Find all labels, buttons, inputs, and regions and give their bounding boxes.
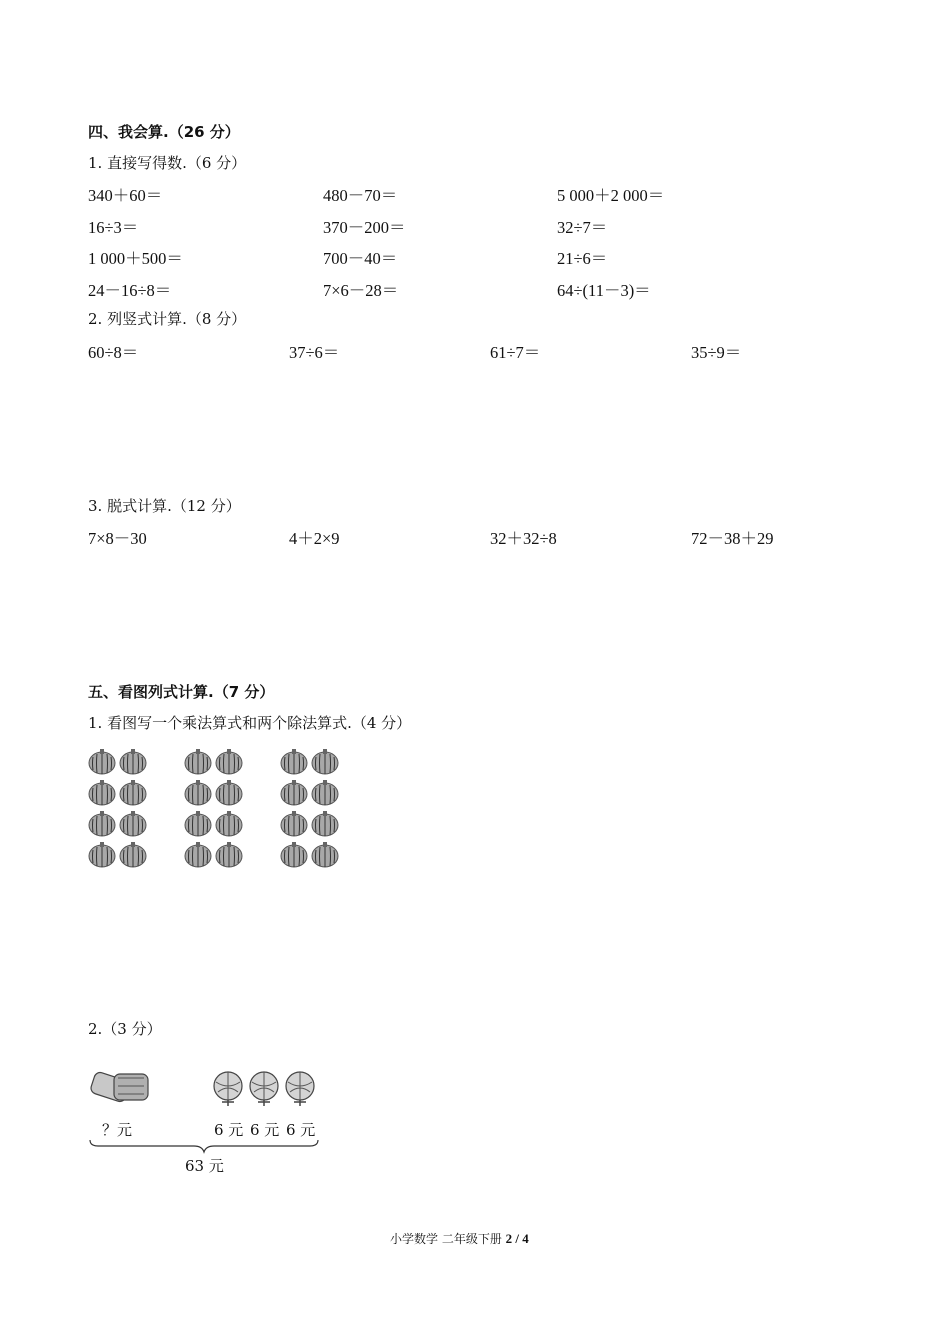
q1-eq-r3c2: 700－40＝	[323, 249, 398, 268]
q2-title: 2. 列竖式计算.（8 分）	[88, 310, 247, 328]
pumpkin-icon	[281, 749, 307, 774]
binoculars-icon	[89, 1071, 148, 1103]
globe-price-1: 6 元	[214, 1121, 244, 1139]
pumpkin-icon	[120, 842, 146, 867]
binoculars-price: ？元	[102, 1121, 133, 1139]
q2-item-2: 37÷6＝	[289, 343, 340, 362]
pumpkin-icon	[312, 780, 338, 805]
pumpkin-icon	[185, 842, 211, 867]
pumpkin-icon	[185, 749, 211, 774]
globe-icon	[214, 1072, 242, 1106]
pumpkin-icon	[89, 780, 115, 805]
q1-eq-r4c1: 24－16÷8＝	[88, 281, 172, 300]
page-number: 2 / 4	[505, 1231, 529, 1246]
total-brace	[88, 1138, 320, 1154]
globe-price-2: 6 元	[250, 1121, 280, 1139]
globe-icon	[286, 1072, 314, 1106]
s5-q1-title: 1. 看图写一个乘法算式和两个除法算式.（4 分）	[88, 714, 412, 732]
pumpkin-icon	[216, 811, 242, 836]
q3-item-4: 72－38＋29	[691, 529, 774, 548]
pumpkin-icon	[216, 780, 242, 805]
q1-eq-r4c3: 64÷(11－3)＝	[557, 281, 651, 300]
total-price: 63 元	[185, 1157, 224, 1175]
pumpkin-icon	[281, 780, 307, 805]
q2-picture	[88, 1068, 320, 1118]
q1-eq-r2c3: 32÷7＝	[557, 218, 608, 237]
pumpkin-icon	[185, 780, 211, 805]
pumpkin-icon	[89, 811, 115, 836]
q3-item-3: 32＋32÷8	[490, 529, 557, 548]
pumpkin-icon	[281, 842, 307, 867]
q1-eq-r3c1: 1 000＋500＝	[88, 249, 183, 268]
globe-icon	[250, 1072, 278, 1106]
q3-title: 3. 脱式计算.（12 分）	[88, 497, 241, 515]
q2-item-3: 61÷7＝	[490, 343, 541, 362]
q2-item-4: 35÷9＝	[691, 343, 742, 362]
s5-q2-title: 2.（3 分）	[88, 1020, 162, 1038]
section-4-title: 四、我会算.（26 分）	[88, 123, 240, 141]
q1-eq-r2c2: 370－200＝	[323, 218, 406, 237]
q1-eq-r4c2: 7×6－28＝	[323, 281, 399, 300]
pumpkin-icon	[120, 780, 146, 805]
q3-item-1: 7×8－30	[88, 529, 147, 548]
q3-item-2: 4＋2×9	[289, 529, 340, 548]
pumpkin-picture	[88, 748, 348, 872]
pumpkin-icon	[312, 749, 338, 774]
pumpkin-icon	[312, 842, 338, 867]
pumpkin-icon	[120, 811, 146, 836]
pumpkin-icon	[89, 842, 115, 867]
q1-eq-r1c3: 5 000＋2 000＝	[557, 186, 665, 205]
q1-title: 1. 直接写得数.（6 分）	[88, 154, 247, 172]
q1-eq-r3c3: 21÷6＝	[557, 249, 608, 268]
q1-eq-r1c2: 480－70＝	[323, 186, 398, 205]
pumpkin-icon	[281, 811, 307, 836]
globe-price-3: 6 元	[286, 1121, 316, 1139]
q1-eq-r2c1: 16÷3＝	[88, 218, 139, 237]
pumpkin-icon	[185, 811, 211, 836]
pumpkin-icon	[312, 811, 338, 836]
footer-text: 小学数学 二年级下册	[390, 1232, 506, 1246]
pumpkin-icon	[216, 749, 242, 774]
q1-eq-r1c1: 340＋60＝	[88, 186, 163, 205]
q2-item-1: 60÷8＝	[88, 343, 139, 362]
section-5-title: 五、看图列式计算.（7 分）	[88, 683, 275, 701]
pumpkin-icon	[120, 749, 146, 774]
pumpkin-icon	[89, 749, 115, 774]
page-footer	[390, 1230, 529, 1247]
pumpkin-icon	[216, 842, 242, 867]
